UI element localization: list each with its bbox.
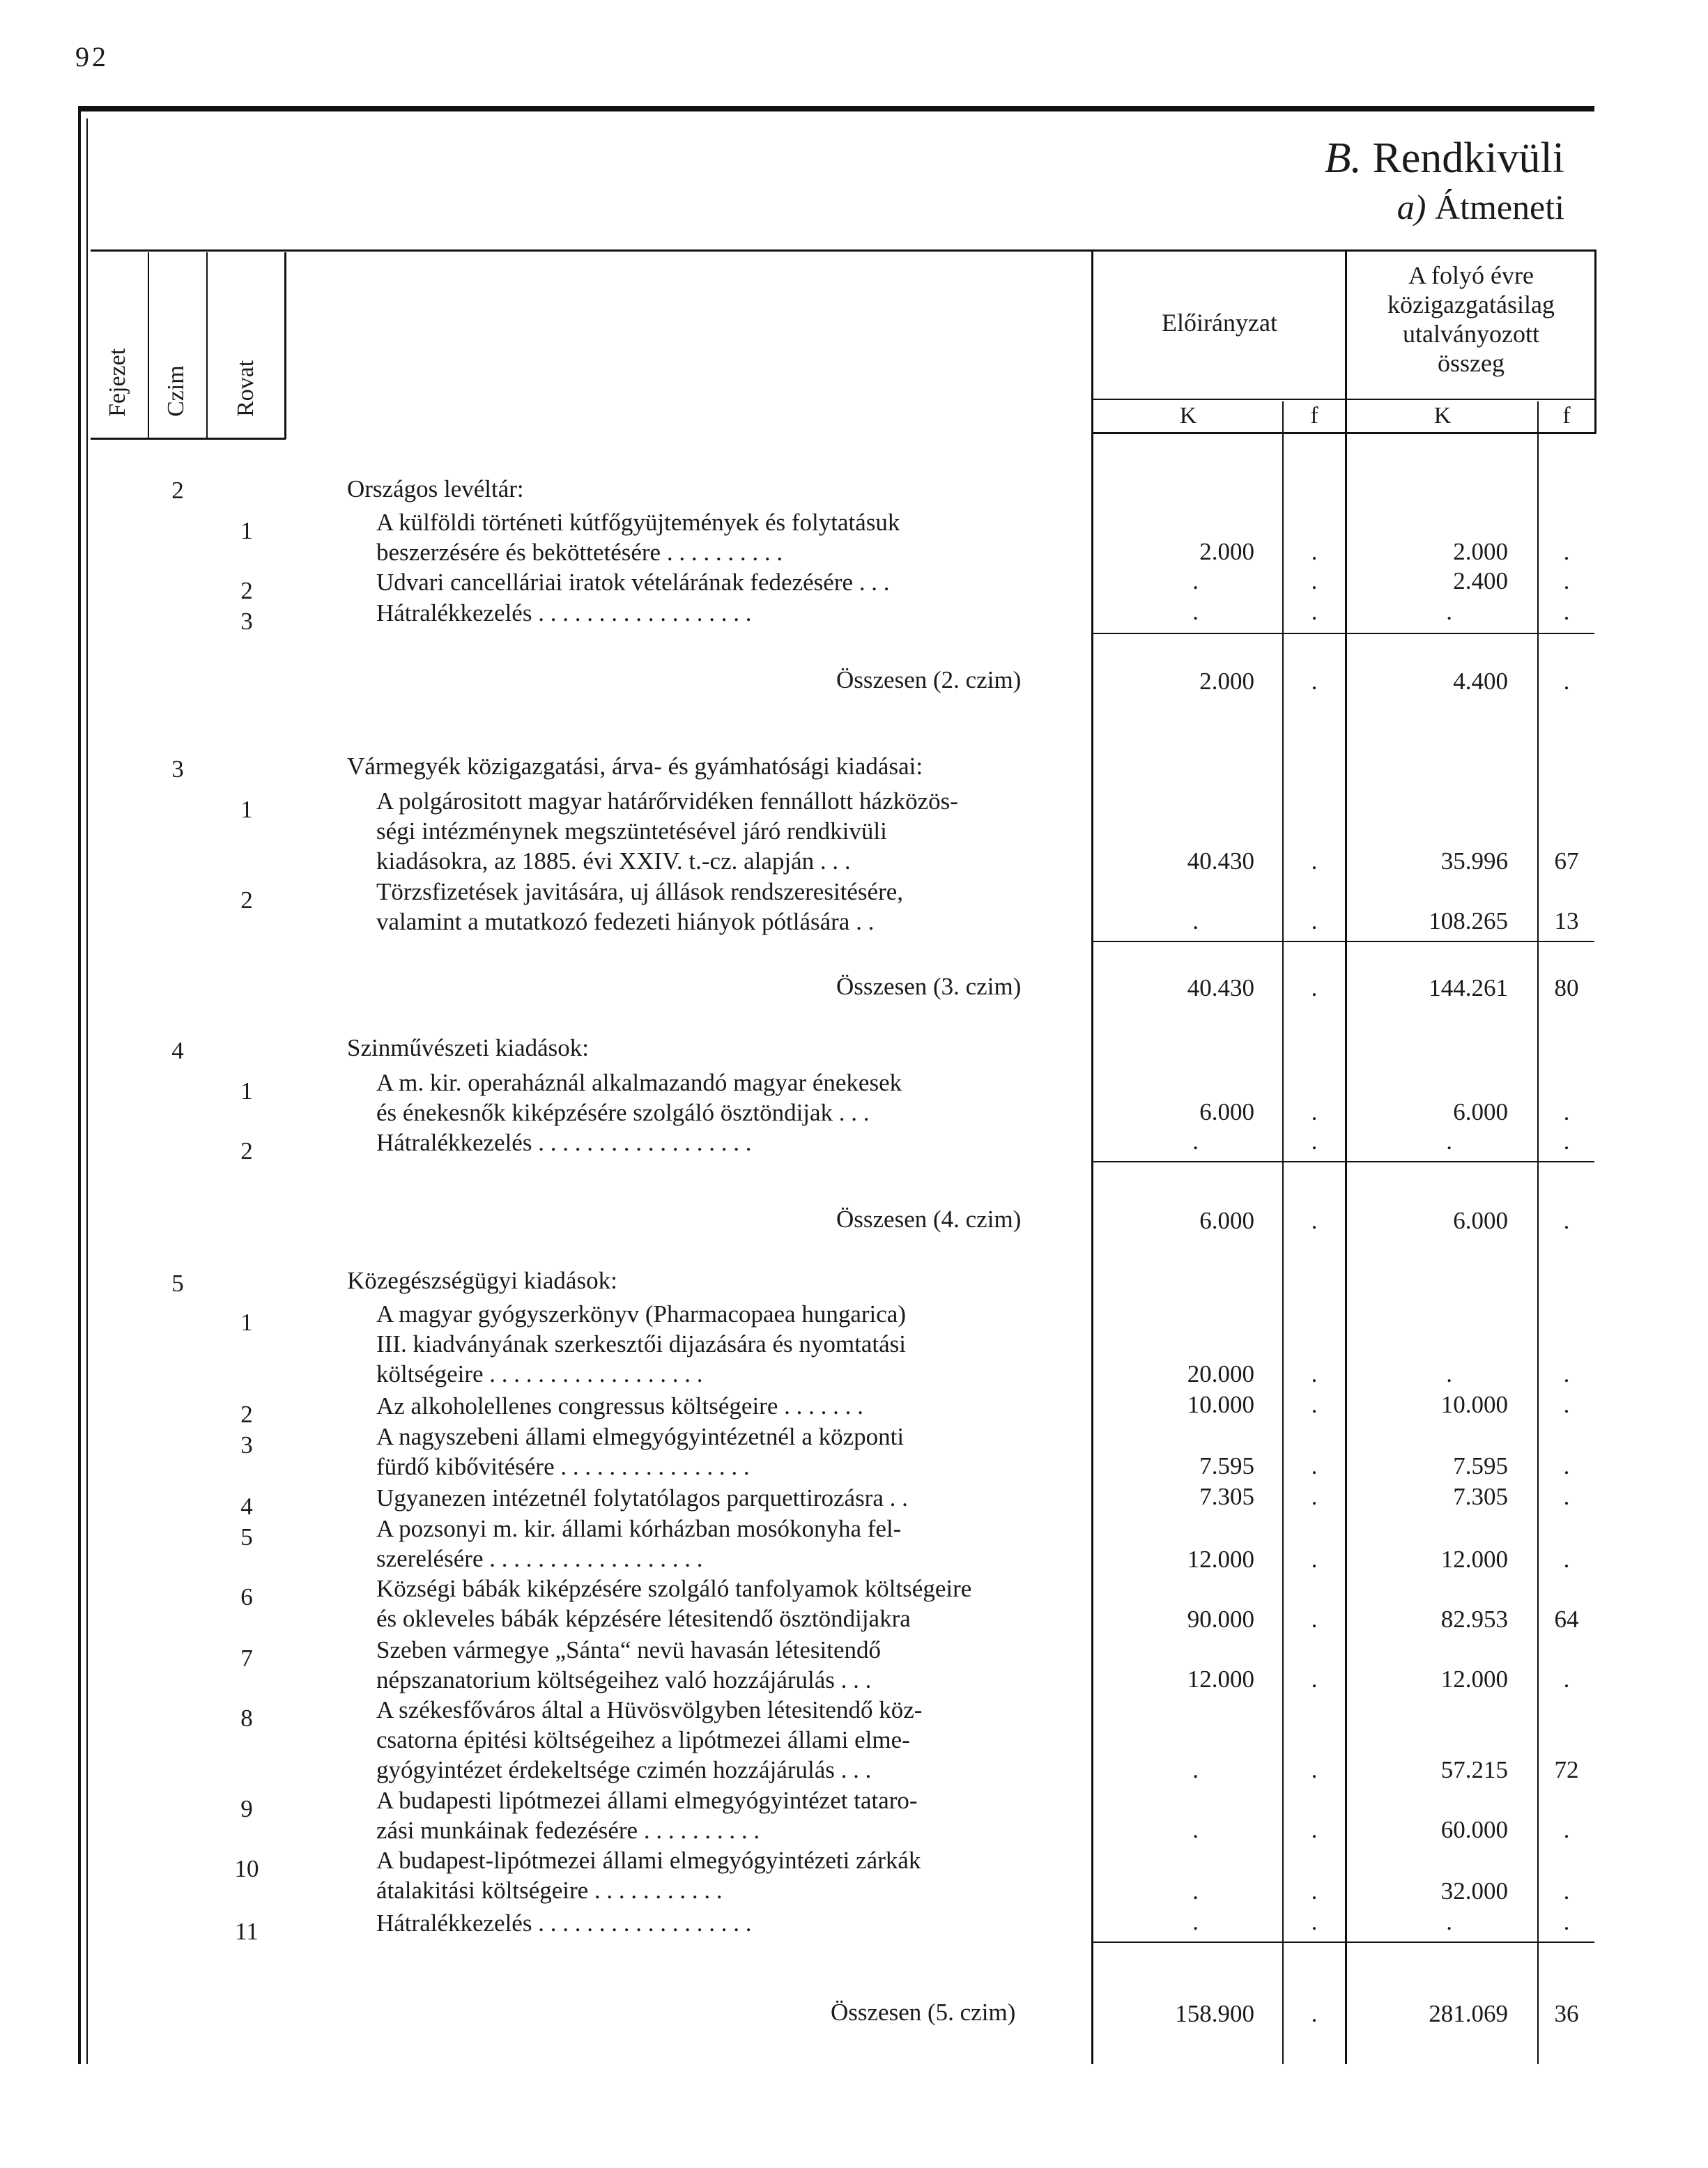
amount-eloiranyzat-f: . [1311,1816,1318,1843]
total-label: Összesen (3. czim) [836,973,1022,1000]
rovat-number: 5 [240,1523,253,1551]
item-text: A budapesti lipótmezei állami elmegyógyintézet tataro- zási munkáinak fedezésére . . . . . . . . . . [376,1787,918,1844]
amount-utalv-k: 35.996 [1440,847,1508,875]
amount-utalv-k: 57.215 [1440,1756,1508,1783]
amount-eloiranyzat-f: . [1311,847,1318,875]
total-utalv-f: 80 [1554,974,1579,1001]
header-czim: Czim [163,365,189,417]
subtotal-rule [1091,633,1594,634]
header-bottom-rule-left [91,438,286,440]
rovat-number: 7 [240,1645,253,1672]
total-label: Összesen (5. czim) [831,1999,1016,2026]
rovat-number: 9 [240,1795,253,1822]
amount-eloiranyzat-k: 90.000 [1187,1606,1254,1633]
item-text: Szeben vármegye „Sánta“ nevü havasán létesitendő népszanatorium költségeihez való hozzájárulás . . . [376,1636,882,1693]
total-utalv-k: 4.400 [1453,668,1508,695]
rovat-number: 4 [240,1493,253,1520]
amount-utalv-f: . [1563,567,1570,594]
amount-eloiranyzat-k: 6.000 [1199,1098,1254,1125]
item-text: A pozsonyi m. kir. állami kórházban mosókonyha fel- szerelésére . . . . . . . . . . . . . . . . . . [376,1515,902,1572]
amount-utalv-f: . [1563,598,1570,625]
amount-eloiranyzat-k: 7.305 [1199,1483,1254,1510]
rovat-number: 3 [240,1431,253,1459]
czim-number: 3 [171,755,184,783]
amount-eloiranyzat-f: . [1311,907,1318,935]
amount-eloiranyzat-f: . [1311,1360,1318,1387]
header-fejezet: Fejezet [105,348,130,417]
amount-eloiranyzat-k: 20.000 [1187,1360,1254,1387]
amount-utalv-k: 2.400 [1453,567,1508,594]
amount-eloiranyzat-f: . [1311,1391,1318,1418]
amount-utalv-k: 6.000 [1453,1098,1508,1125]
amount-eloiranyzat-k: 12.000 [1187,1546,1254,1573]
rovat-number: 2 [240,886,253,914]
item-text: Hátralékkezelés . . . . . . . . . . . . . . . . . . [376,599,752,626]
rovat-number: 1 [240,517,253,544]
header-k1: K [1179,403,1197,429]
total-utalv-k: 281.069 [1429,2000,1508,2027]
amount-eloiranyzat-k: . [1192,567,1199,594]
amount-utalv-k: 32.000 [1440,1877,1508,1905]
amount-utalv-f: . [1563,538,1570,565]
left-rule-outer [78,106,81,2064]
amount-eloiranyzat-k: 2.000 [1199,538,1254,565]
header-f1: f [1310,403,1318,429]
amount-utalv-f: 72 [1554,1756,1579,1783]
rovat-number: 3 [240,608,253,635]
amount-eloiranyzat-f: . [1311,1098,1318,1125]
total-utalv-k: 6.000 [1453,1207,1508,1234]
amount-utalv-k: . [1446,598,1452,625]
item-text: A székesfőváros által a Hüvösvölgyben létesitendő köz- csatorna épitési költségeihez a lipótmezei állami elme- gyógyintézet érdekeltsége czimén hozzájárulás . . . [376,1696,923,1783]
section-heading: Szinművészeti kiadások: [347,1034,590,1061]
rovat-number: 8 [240,1705,253,1732]
amount-eloiranyzat-k: . [1192,1877,1199,1905]
amount-eloiranyzat-k: . [1192,1128,1199,1155]
subsection-title: a) Átmeneti [1397,187,1564,226]
item-text: A m. kir. operaháznál alkalmazandó magyar énekesek és énekesnők kiképzésére szolgáló ösztöndijak . . . [376,1069,902,1126]
amount-eloiranyzat-f: . [1311,567,1318,594]
total-eloiranyzat-k: 2.000 [1199,668,1254,695]
amount-utalv-f: . [1563,1391,1570,1418]
amount-eloiranyzat-f: . [1311,1877,1318,1905]
header-eloiranyzat: Előirányzat [1162,309,1277,337]
total-label: Összesen (2. czim) [836,666,1022,693]
amount-utalv-f: . [1563,1816,1570,1843]
amount-eloiranyzat-f: . [1311,1452,1318,1479]
total-eloiranyzat-f: . [1311,974,1318,1001]
right-rule [1594,249,1597,433]
section-title: B. Rendkivüli [1324,134,1564,182]
czim-number: 5 [171,1270,184,1297]
amount-utalv-k: 7.595 [1453,1452,1508,1479]
amount-eloiranyzat-f: . [1311,538,1318,565]
total-utalv-k: 144.261 [1429,974,1508,1001]
total-eloiranyzat-k: 40.430 [1187,974,1254,1001]
total-utalv-f: . [1563,1207,1570,1234]
item-text: Községi bábák kiképzésére szolgáló tanfolyamok költségeire és okleveles bábák képzésére létesitendő ösztöndijakra [376,1575,972,1632]
amount-utalv-k: 7.305 [1453,1483,1508,1510]
col-divider [148,252,149,439]
amount-eloiranyzat-f: . [1311,598,1318,625]
table-top-rule [91,249,1596,252]
item-text: Az alkoholellenes congressus költségeire . . . . . . . [376,1392,863,1420]
rovat-number: 1 [240,796,253,823]
rovat-number: 1 [240,1077,253,1105]
amount-utalv-f: 13 [1554,907,1579,935]
subtotal-rule [1091,941,1594,942]
rovat-number: 2 [240,1401,253,1428]
amount-eloiranyzat-k: 7.595 [1199,1452,1254,1479]
amount-utalv-f: . [1563,1128,1570,1155]
total-utalv-f: . [1563,668,1570,695]
amount-utalv-k: 2.000 [1453,538,1508,565]
amount-utalv-f: . [1563,1452,1570,1479]
amount-eloiranyzat-k: . [1192,1756,1199,1783]
amount-utalv-f: . [1563,1546,1570,1573]
total-eloiranyzat-k: 158.900 [1175,2000,1254,2027]
header-bottom-rule-right [1091,432,1596,434]
subtotal-rule [1091,1161,1594,1162]
rovat-number: 10 [234,1855,259,1882]
amount-utalv-f: . [1563,1483,1570,1510]
section-heading: Vármegyék közigazgatási, árva- és gyámhatósági kiadásai: [347,753,923,780]
amount-eloiranyzat-k: 12.000 [1187,1666,1254,1693]
amount-utalv-f: . [1563,1360,1570,1387]
rovat-number: 2 [240,1137,253,1164]
amount-eloiranyzat-k: . [1192,598,1199,625]
amount-utalv-k: 60.000 [1440,1816,1508,1843]
amount-eloiranyzat-f: . [1311,1483,1318,1510]
header-rovat: Rovat [233,360,259,417]
amount-utalv-f: 64 [1554,1606,1579,1633]
amount-eloiranyzat-k: 40.430 [1187,847,1254,875]
total-eloiranyzat-k: 6.000 [1199,1207,1254,1234]
item-text: A nagyszebeni állami elmegyógyintézetnél a központi fürdő kibővitésére . . . . . . . . . . . . . . . . [376,1423,905,1480]
item-text: Törzsfizetések javitására, uj állások rendszeresitésére, valamint a mutatkozó fedezeti hiányok pótlására . . [376,878,904,935]
amount-eloiranyzat-f: . [1311,1908,1318,1935]
col-divider-utalvanyozott [1345,249,1347,2064]
amount-utalv-k: 12.000 [1440,1666,1508,1693]
amount-utalv-k: 82.953 [1440,1606,1508,1633]
header-utalvanyozott: A folyó évre közigazgatásilag utalványozott összeg [1387,261,1555,377]
amount-utalv-f: . [1563,1666,1570,1693]
rovat-number: 2 [240,577,253,604]
amount-eloiranyzat-k: . [1192,907,1199,935]
amount-eloiranyzat-f: . [1311,1756,1318,1783]
amount-utalv-f: 67 [1554,847,1579,875]
amount-utalv-k: . [1446,1908,1452,1935]
col-divider-eloiranyzat [1091,249,1093,2064]
section-heading: Közegészségügyi kiadások: [347,1267,617,1294]
item-text: Udvari cancelláriai iratok vételárának fedezésére . . . [376,569,890,596]
page-number: 92 [75,41,109,72]
kf-rule [1091,399,1596,400]
header-f2: f [1562,403,1571,429]
section-heading: Országos levéltár: [347,475,524,502]
col-divider [284,252,286,439]
amount-utalv-f: . [1563,1877,1570,1905]
rovat-number: 1 [240,1309,253,1336]
item-text: A külföldi történeti kútfőgyüjtemények és folytatásuk beszerzésére és beköttetésére . . . . . . . . . . [376,509,900,566]
amount-eloiranyzat-f: . [1311,1546,1318,1573]
header-k2: K [1433,403,1452,429]
item-text: Ugyanezen intézetnél folytatólagos parquettirozásra . . [376,1484,908,1512]
czim-number: 4 [171,1037,184,1064]
amount-utalv-f: . [1563,1098,1570,1125]
item-text: A magyar gyógyszerkönyv (Pharmacopaea hungarica) III. kiadványának szerkesztői dijazására és nyomtatási költségeire . . . . . . . . . . . . . . . . . . [376,1300,906,1387]
amount-eloiranyzat-k: 10.000 [1187,1391,1254,1418]
amount-utalv-f: . [1563,1908,1570,1935]
amount-utalv-k: . [1446,1360,1452,1387]
amount-utalv-k: 12.000 [1440,1546,1508,1573]
total-eloiranyzat-f: . [1311,668,1318,695]
item-text: Hátralékkezelés . . . . . . . . . . . . . . . . . . [376,1909,752,1937]
amount-eloiranyzat-f: . [1311,1128,1318,1155]
czim-number: 2 [171,477,184,504]
col-divider [206,252,208,439]
amount-eloiranyzat-f: . [1311,1666,1318,1693]
top-rule [78,106,1594,112]
item-text: A budapest-lipótmezei állami elmegyógyintézeti zárkák átalakitási költségeire . . . . . . . . . . . [376,1847,921,1904]
amount-utalv-k: 108.265 [1429,907,1508,935]
rovat-number: 6 [240,1583,253,1610]
amount-eloiranyzat-k: . [1192,1816,1199,1843]
amount-utalv-k: 10.000 [1440,1391,1508,1418]
total-utalv-f: 36 [1554,2000,1579,2027]
total-eloiranyzat-f: . [1311,1207,1318,1234]
item-text: Hátralékkezelés . . . . . . . . . . . . . . . . . . [376,1129,752,1156]
total-eloiranyzat-f: . [1311,2000,1318,2027]
item-text: A polgárositott magyar határőrvidéken fennállott házközös- ségi intézménynek megszüntetésével járó rendkivüli kiadásokra, az 1885. évi XXIV. t.-cz. alapján . . . [376,787,958,875]
amount-eloiranyzat-k: . [1192,1908,1199,1935]
total-label: Összesen (4. czim) [836,1206,1022,1233]
subtotal-rule [1091,1942,1594,1943]
left-rule-inner [86,118,88,2064]
amount-utalv-k: . [1446,1128,1452,1155]
rovat-number: 11 [235,1918,259,1945]
amount-eloiranyzat-f: . [1311,1606,1318,1633]
